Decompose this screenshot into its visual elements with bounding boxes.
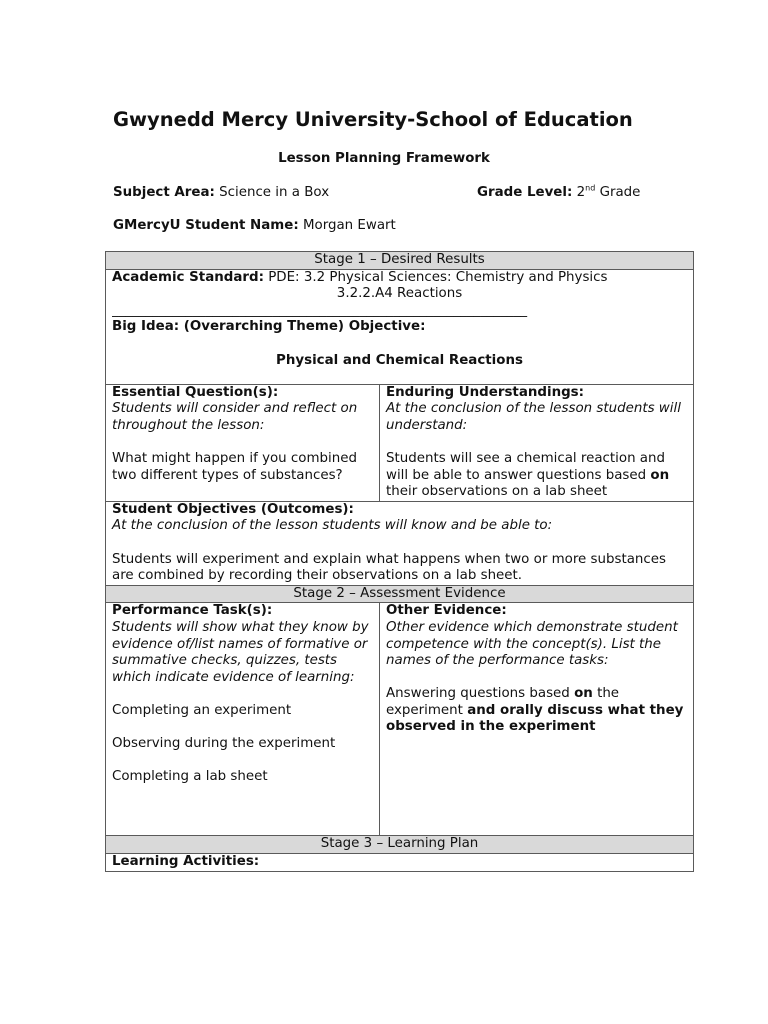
other-evidence-prompt: Other evidence which demonstrate student competence with the concept(s). List the names of the performance tasks: [386,619,678,669]
enduring-understandings-answer: Students will see a chemical reaction and will be able to answer questions based on their observations on a lab sheet [386,450,670,500]
student-objectives-answer: Students will experiment and explain what happens when two or more substances are combined by recording their observations on a lab sheet. [112,551,666,584]
big-idea-value: Physical and Chemical Reactions [276,352,523,368]
performance-task-item: Completing a lab sheet [112,769,268,785]
subject-area-value: Science in a Box [219,185,330,200]
student-objectives-cell [106,501,694,585]
learning-activities-cell [106,853,694,871]
other-evidence-cell [380,603,694,836]
stage1-heading: Stage 1 – Desired Results [106,252,694,270]
essential-questions-answer: What might happen if you combined two different types of substances? [112,450,357,483]
performance-tasks-cell [106,603,380,836]
stage2-heading: Stage 2 – Assessment Evidence [106,585,694,603]
enduring-understandings-prompt: At the conclusion of the lesson students will understand: [386,401,681,433]
performance-task-item: Observing during the experiment [112,736,336,752]
big-idea-label: Big Idea: (Overarching Theme) Objective: [112,319,426,335]
standard-cell [106,269,694,384]
performance-task-item: Completing an experiment [112,702,292,718]
student-objectives-label: Student Objectives (Outcomes): [112,501,354,517]
enduring-understandings-label: Enduring Understandings: [386,384,585,400]
subject-area [113,185,329,202]
lesson-plan-table [105,251,694,872]
grade-level-suffix: nd [585,183,596,193]
academic-standard-label: Academic Standard: [112,269,264,285]
grade-level-label: Grade Level: [477,185,573,200]
document-title: Gwynedd Mercy University-School of Education [113,108,633,131]
essential-questions-cell [106,384,380,501]
grade-level [477,185,640,202]
academic-standard-code: 3.2.2.A4 Reactions [336,286,463,302]
subject-area-label: Subject Area: [113,185,215,200]
student-name [113,218,396,235]
enduring-understandings-cell [380,384,694,501]
student-name-label: GMercyU Student Name: [113,218,299,233]
standard-underline: ______________________________________________________________ [112,302,528,318]
stage3-heading: Stage 3 – Learning Plan [106,836,694,854]
other-evidence-label: Other Evidence: [386,603,507,619]
performance-tasks-prompt: Students will show what they know by evidence of/list names of formative or summative checks, quizzes, tests which indicate evidence of learning: [112,619,369,685]
academic-standard-text: PDE: 3.2 Physical Sciences: Chemistry and Physics [268,269,608,285]
grade-level-number: 2 [576,185,586,200]
student-objectives-prompt: At the conclusion of the lesson students will know and be able to: [112,518,553,534]
grade-level-word: Grade [599,185,641,200]
essential-questions-prompt: Students will consider and reflect on throughout the lesson: [112,401,358,433]
student-name-value: Morgan Ewart [302,218,396,233]
performance-tasks-label: Performance Task(s): [112,603,273,619]
other-evidence-answer: Answering questions based on the experiment and orally discuss what they observed in the experiment [386,686,684,735]
essential-questions-label: Essential Question(s): [112,384,279,400]
document-subtitle: Lesson Planning Framework [278,151,490,166]
learning-activities-label: Learning Activities: [112,853,260,869]
